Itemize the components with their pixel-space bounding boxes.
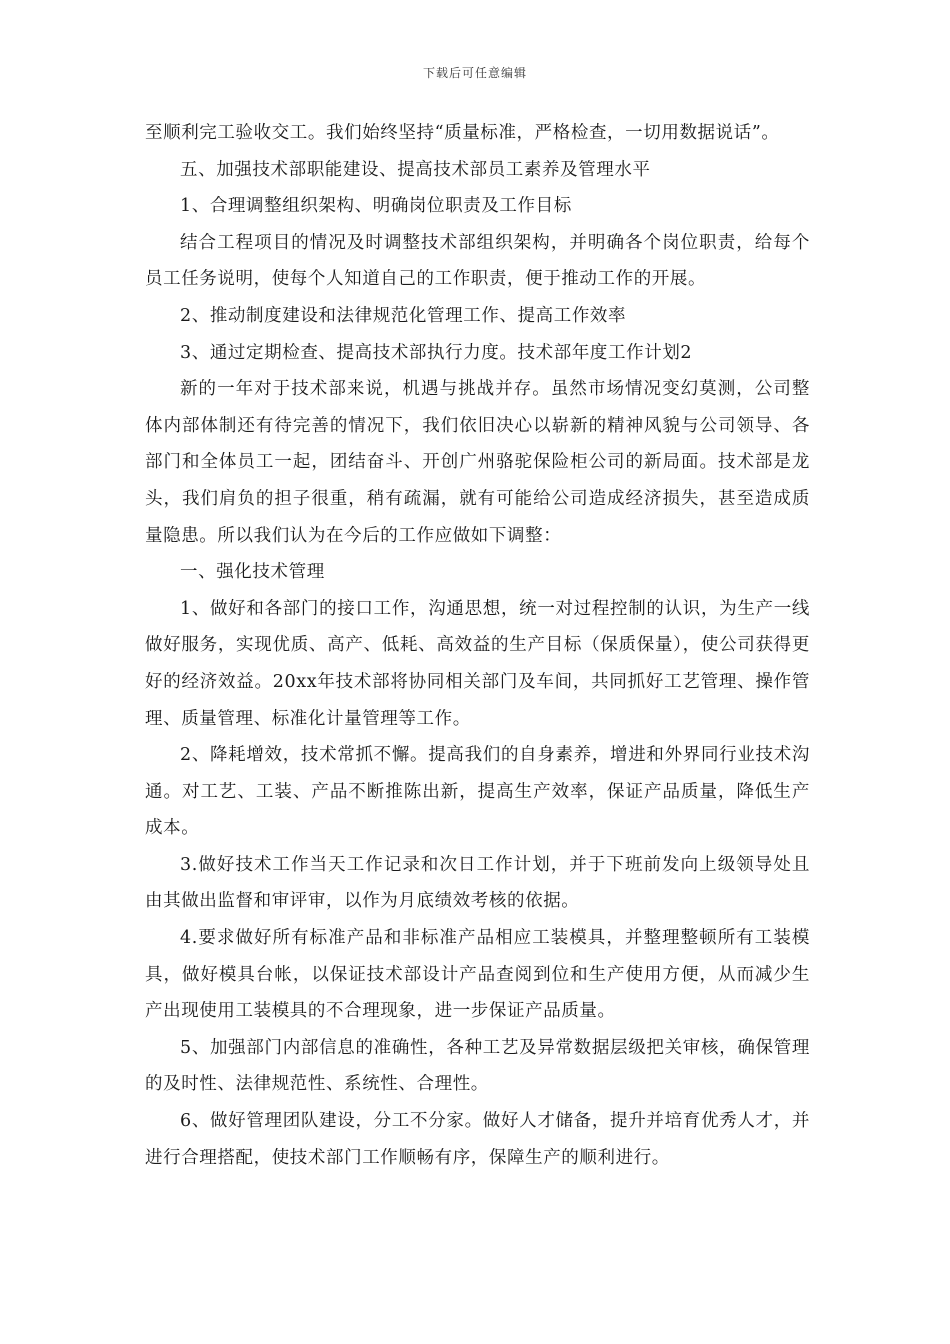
- paragraph: 至顺利完工验收交工。我们始终坚持“质量标准，严格检查，一切用数据说话”。: [145, 123, 780, 143]
- paragraph: 五、加强技术部职能建设、提高技术部员工素养及管理水平: [180, 159, 651, 180]
- paragraph: 新的一年对于技术部来说，机遇与挑战并存。虽然市场情况变幻莫测，公司整体内部体制还有待完善的情况下，我们依旧决心以崭新的精神风貌与公司领导、各部门和全体员工一起，团结奋斗、开创广州骆驼保险柜公司的新局面。技术部是龙头，我们肩负的担子很重，稍有疏漏，就有可能给公司造成经济损失，甚至造成质量隐患。所以我们认为在今后的工作应做如下调整：: [145, 379, 810, 546]
- paragraph: 1、合理调整组织架构、明确岗位职责及工作目标: [180, 196, 572, 217]
- paragraph: 3、通过定期检查、提高技术部执行力度。技术部年度工作计划2: [180, 342, 693, 363]
- document-body: [145, 115, 810, 1176]
- paragraph: 6、做好管理团队建设，分工不分家。做好人才储备，提升并培育优秀人才，并进行合理搭配，使技术部门工作顺畅有序，保障生产的顺利进行。: [145, 1111, 810, 1168]
- paragraph: 1、做好和各部门的接口工作，沟通思想，统一对过程控制的认识，为生产一线做好服务，实现优质、高产、低耗、高效益的生产目标（保质保量），使公司获得更好的经济效益。20xx年技术部将协同相关部门及车间，共同抓好工艺管理、操作管理、质量管理、标准化计量管理等工作。: [145, 598, 810, 729]
- paragraph: 结合工程项目的情况及时调整技术部组织架构，并明确各个岗位职责，给每个员工任务说明，使每个人知道自己的工作职责，便于推动工作的开展。: [145, 232, 810, 290]
- paragraph: 2、降耗增效，技术常抓不懈。提高我们的自身素养，增进和外界同行业技术沟通。对工艺、工装、产品不断推陈出新，提高生产效率，保证产品质量，降低生产成本。: [145, 745, 810, 839]
- paragraph: 一、强化技术管理: [180, 562, 325, 583]
- paragraph: 3.做好技术工作当天工作记录和次日工作计划，并于下班前发向上级领导处且由其做出监督和审评审，以作为月底绩效考核的依据。: [145, 854, 810, 912]
- paragraph: 2、推动制度建设和法律规范化管理工作、提高工作效率: [180, 305, 627, 326]
- paragraph: 4.要求做好所有标准产品和非标准产品相应工装模具，并整理整顿所有工装模具，做好模具台帐，以保证技术部设计产品查阅到位和生产使用方便，从而减少生产出现使用工装模具的不合理现象，进一步保证产品质量。: [145, 928, 810, 1022]
- paragraph: 5、加强部门内部信息的准确性，各种工艺及异常数据层级把关审核，确保管理的及时性、法律规范性、系统性、合理性。: [145, 1037, 810, 1095]
- page-header-note: 下载后可任意编辑: [422, 66, 527, 80]
